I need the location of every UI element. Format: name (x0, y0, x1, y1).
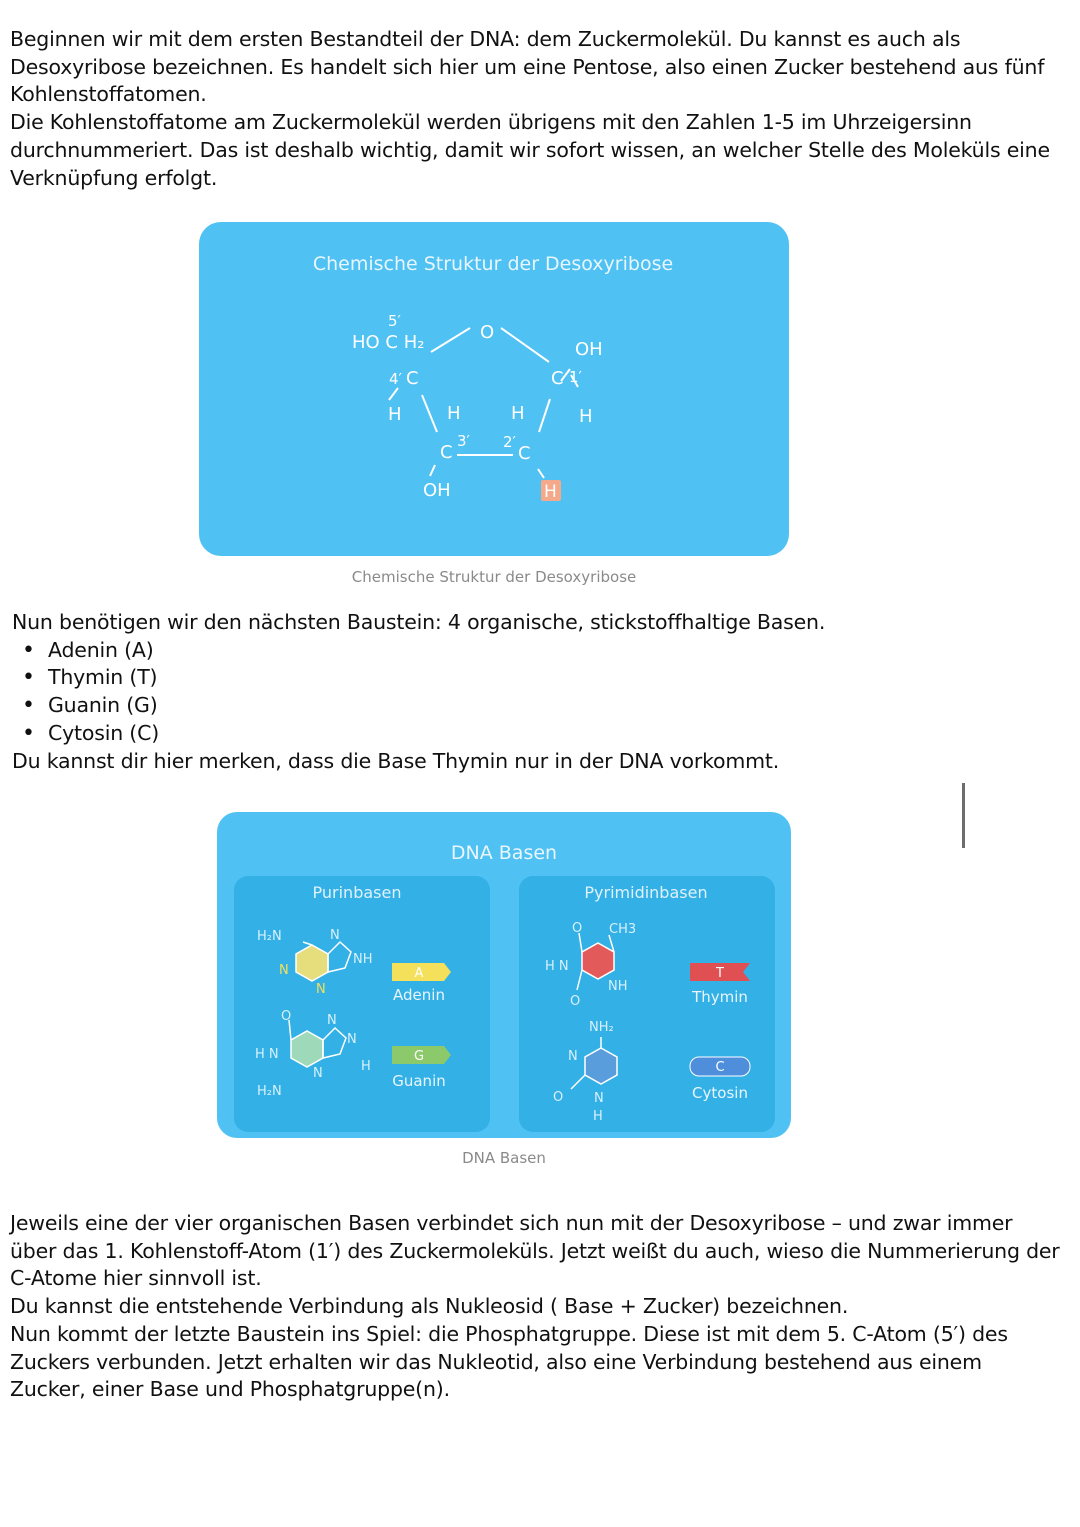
adenin-nh: NH (353, 952, 373, 967)
label-h2: H (511, 403, 525, 424)
label-c-left: C (406, 368, 419, 389)
thymin-nh: NH (608, 979, 628, 994)
list-item: • Adenin (A) (12, 637, 1062, 665)
guanin-n1: N (327, 1013, 337, 1028)
cytosin-nh2: NH₂ (589, 1020, 614, 1035)
cytosin-o: O (553, 1090, 564, 1105)
pyrimidine-title: Pyrimidinbasen (584, 883, 708, 902)
label-c-right: C (551, 368, 564, 389)
label-o: O (480, 322, 495, 343)
list-item: • Thymin (T) (12, 664, 1062, 692)
adenin-name: Adenin (393, 986, 445, 1004)
label-c1: 1′ (569, 368, 582, 386)
figure1-title: Chemische Struktur der Desoxyribose (312, 253, 674, 275)
thymin-tag-label: T (716, 966, 724, 981)
cytosin-n2: N (594, 1091, 604, 1106)
label-c4: 4′ (389, 370, 402, 388)
guanin-tag-label: G (413, 1049, 425, 1064)
label-h-left: H (388, 404, 402, 425)
guanin-o: O (281, 1009, 292, 1024)
cytosin-n: N (568, 1049, 578, 1064)
adenin-n2: N (316, 982, 326, 997)
bases-section (12, 609, 1062, 775)
adenin-n3: N (330, 928, 340, 943)
guanin-name: Guanin (392, 1072, 446, 1090)
label-oh-right: OH (575, 339, 603, 360)
label-h3: H (447, 403, 461, 424)
label-h-right: H (579, 406, 593, 427)
label-hoch2: HO C H₂ (352, 332, 425, 353)
figure2-caption: DNA Basen (462, 1149, 546, 1167)
label-c-bottom-right: C (518, 443, 531, 464)
list-item: • Cytosin (C) (12, 720, 1062, 748)
label-c2: 2′ (503, 433, 516, 451)
thymin-o1: O (572, 921, 583, 936)
adenin-tag-label: A (414, 966, 424, 981)
guanin-n2: N (347, 1032, 357, 1047)
figure2-title: DNA Basen (450, 842, 558, 864)
dna-bases-figure (217, 812, 793, 1140)
cytosin-name: Cytosin (692, 1084, 748, 1102)
label-c3: 3′ (457, 432, 470, 450)
closing-section (10, 1210, 1060, 1404)
label-h-highlight: H (544, 482, 557, 502)
thymin-name: Thymin (692, 988, 748, 1006)
label-c5: 5′ (388, 312, 401, 330)
bases-heading: Nun benötigen wir den nächsten Baustein: 4 organische, stickstoffhaltige Basen. (12, 610, 826, 634)
label-oh-bottom: OH (423, 480, 451, 501)
closing-paragraph-3: Nun kommt der letzte Baustein ins Spiel: die Phosphatgruppe. Diese ist mit dem 5. C-Atom (5′) des Zuckers verbunden. Jetzt erhalten wir das Nukleotid, also eine Verbindung bestehend aus einem Zucker, einer Base und Phosphatgruppe(n). (10, 1321, 1008, 1402)
thymin-hn: H N (545, 959, 569, 974)
cytosin-h: H (593, 1109, 603, 1124)
intro-paragraph-2: Die Kohlenstoffatome am Zuckermolekül werden übrigens mit den Zahlen 1-5 im Uhrzeigersinn durchnummeriert. Das ist deshalb wichtig, damit wir sofort wissen, an welcher Stelle des Moleküls eine Verknüpfung erfolgt. (10, 110, 1050, 190)
adenin-n1: N (279, 963, 289, 978)
label-c-bottom-left: C (440, 442, 453, 463)
list-item: • Guanin (G) (12, 692, 1062, 720)
bases-note: Du kannst dir hier merken, dass die Base Thymin nur in der DNA vorkommt. (12, 748, 780, 773)
thymin-o2: O (570, 994, 581, 1009)
intro-section (10, 26, 1060, 192)
thymin-ch3: CH3 (609, 922, 637, 937)
bases-list (12, 637, 1062, 748)
guanin-h: H (361, 1059, 371, 1074)
closing-paragraph-2: Du kannst die entstehende Verbindung als Nukleosid ( Base + Zucker) bezeichnen. (10, 1294, 849, 1319)
guanin-h2n: H₂N (257, 1084, 282, 1099)
intro-paragraph-1: Beginnen wir mit dem ersten Bestandteil der DNA: dem Zuckermolekül. Du kannst es auch als Desoxyribose bezeichnen. Es handelt sich hier um eine Pentose, also einen Zucker bestehend aus fünf Kohlenstoffatomen. (10, 27, 1045, 107)
guanin-hn: H N (255, 1047, 279, 1062)
adenin-h2n: H₂N (257, 929, 282, 944)
desoxyribose-figure (199, 222, 791, 558)
guanin-n3: N (313, 1066, 323, 1081)
scrollbar[interactable] (962, 783, 965, 848)
purine-title: Purinbasen (312, 883, 402, 902)
figure1-caption: Chemische Struktur der Desoxyribose (351, 568, 637, 586)
closing-paragraph-1: Jeweils eine der vier organischen Basen verbindet sich nun mit der Desoxyribose – und zwar immer über das 1. Kohlenstoff-Atom (1′) des Zuckermoleküls. Jetzt weißt du auch, wieso die Nummerierung der C-Atome hier sinnvoll ist. (10, 1211, 1060, 1291)
cytosin-tag-label: C (715, 1060, 725, 1075)
